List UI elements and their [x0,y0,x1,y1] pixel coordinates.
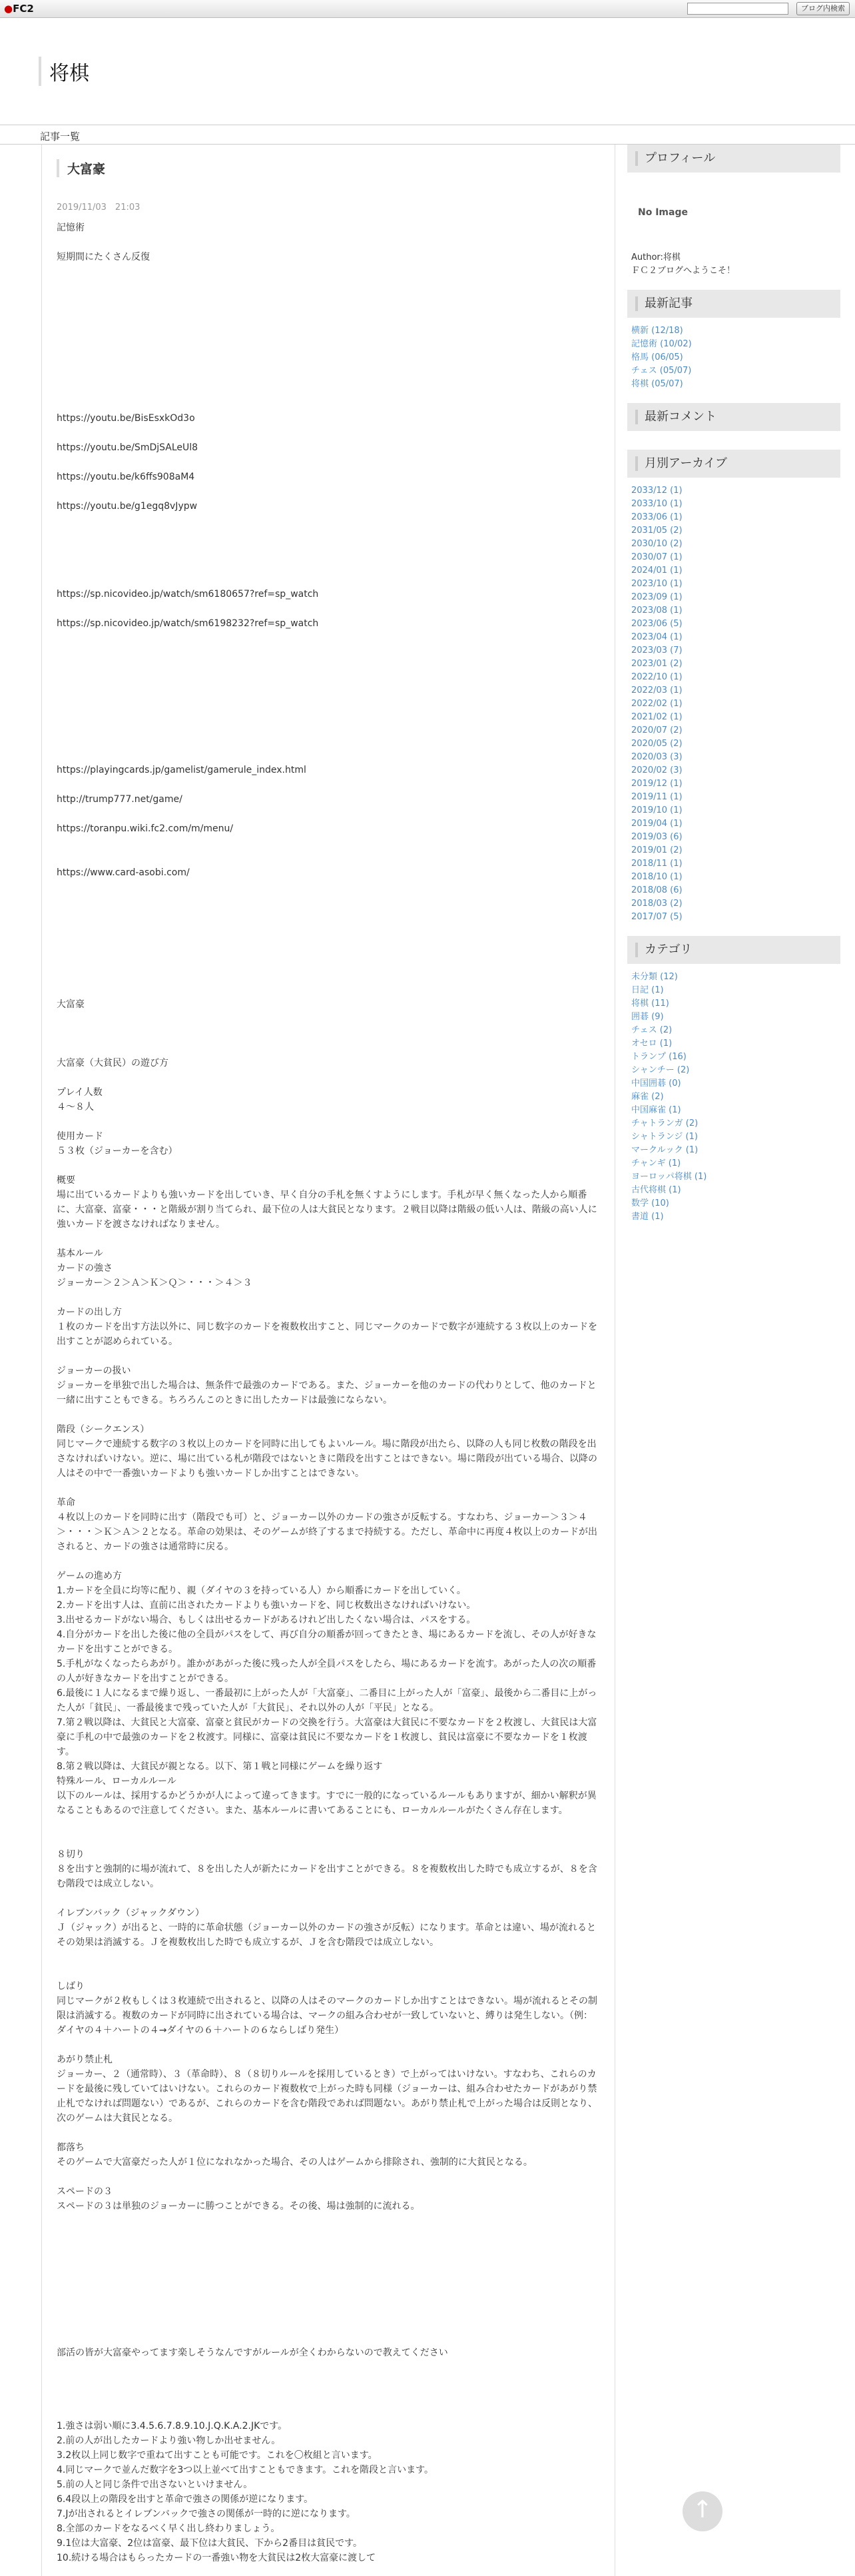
category-link[interactable]: 将棋 (11) [631,999,669,1009]
archive-link[interactable]: 2031/05 (2) [631,526,683,536]
archive-link[interactable]: 2019/01 (2) [631,845,683,855]
entry-text-line: 特殊ルール、ローカルルール [57,1776,176,1787]
entry-text-line [57,2038,601,2052]
entry-text-line [57,1481,601,1496]
entry-text-line [57,1232,601,1246]
entry-text-line: カードの出し方 [57,1307,122,1318]
entry-text-line [57,1818,601,1833]
entry-text-line: 1.強さは弱い順に3.4.5.6.7.8.9.10.J.Q.K.A.2.JKです。 [57,2421,288,2431]
entry-text-line: ４枚以上のカードを同時に出す（階段でも可）と、ジョーカー以外のカードの強さが反転する。すなわち、ジョーカー＞３＞４＞・・・＞Ｋ＞Ａ＞２となる。革命の効果は、そのゲームが終了するまで持続する。ただし、革命中に再度４枚以上のカードが出されると、カードの強さは通常時に戻る。 [57,1512,597,1552]
entry-text-line [57,2170,601,2184]
entry-text-line: 7.第２戦以降は、大貧民と大富豪、富豪と貧民がカードの交換を行う。大富豪は大貧民に不要なカードを２枚渡し、大貧民は大富豪に手札の中で最強のカードを２枚渡す。同様に、富豪は貧民に不要なカードを１枚渡し、貧民は富豪に不要なカードを１枚渡す。 [57,1717,597,1757]
main-column [41,145,615,2576]
blog-title[interactable]: 将棋 [39,57,89,86]
entry-text-line [57,1290,601,1305]
archive-link[interactable]: 2020/02 (3) [631,765,683,775]
fc2-logo-text: FC2 [13,3,34,15]
entry-text-line: 2.カードを出す人は、直前に出されたカードよりも強いカードを、同じ枚数出さなければいけない。 [57,1600,476,1611]
entry-text-line [57,924,601,939]
archive-link[interactable]: 2020/07 (2) [631,725,683,735]
entry-text-line [57,602,601,616]
category-link[interactable]: トランプ (16) [631,1052,687,1062]
fc2-logo-mark: ● [4,3,13,15]
entry-text-line: 3.2枚以上同じ数字で重ねて出すことも可能です。これを〇枚組と言います。 [57,2450,378,2461]
entry-link[interactable]: https://toranpu.wiki.fc2.com/m/menu/ [57,823,234,834]
entry-text-line: ジョーカー、２（通常時）、３（革命時）、８（８切りルールを採用しているとき）で上がってはいけない。すなわち、これらのカードを最後に残していてはいけない。これらのカード複数枚で上がった時も同様（ジョーカーは、組み合わせたカードがあがり禁止札でなければ問題ない）であるが、これらのカードを含む階段であれば問題ない。あがり禁止札で上がった場合は反則となり、次のゲームは大貧民となる。 [57,2069,597,2124]
entry-text-line [57,733,601,748]
entry-text-line [57,631,601,645]
entry-text-line [57,939,601,953]
entry-text-line [57,2126,601,2140]
entry-text-line: 場に出ているカードよりも強いカードを出していき、早く自分の手札を無くすようにします。手札が早く無くなった人から順番に、大富豪、富豪・・・と階級が割り当てられ、最下位の人は大貧民となります。２戦目以降は階級の低い人は、階級の高い人に強いカードを渡さなければなりません。 [57,1190,597,1230]
entry-text-line [57,543,601,558]
entry-text-line: ジョーカーの扱い [57,1366,131,1376]
entry-text-line [57,645,601,660]
entry-text-line: そのゲームで大富豪だった人が１位になれなかった場合、その人はゲームから排除され、強制的に大貧民となる。 [57,2157,533,2168]
entry-text-line: 階段（シークエンス） [57,1424,150,1435]
entry-text-line: ５３枚（ジョーカーを含む） [57,1146,178,1156]
entry-text-line: ジョーカーを単独で出した場合は、無条件で最強のカードである。また、ジョーカーを他のカードの代わりとして、他のカードと一緒に出すこともできる。ちろろんこのときに出したカードは最強にならない。 [57,1380,597,1406]
entry-text-line: ８切り [57,1849,85,1860]
entry-text-line [57,514,601,528]
entry-text-line [57,455,601,470]
category-link[interactable]: ヨーロッパ将棋 (1) [631,1172,707,1182]
archive-link[interactable]: 2018/08 (6) [631,885,683,895]
entry-text-line [57,2360,601,2375]
entry-text-line [57,1950,601,1964]
category-link[interactable]: 古代将棋 (1) [631,1185,681,1195]
entry-text-line [57,1964,601,1979]
archives-list [627,478,840,936]
entry-text-line: 5.手札がなくなったらあがり。誰かがあがった後に残った人が全員パスをしたら、場にあるカードを流す。あがった人の次の順番の人が好きなカードを出すことができる。 [57,1659,597,1684]
recent-post-link[interactable]: 将棋 (05/07) [631,379,683,389]
entry-date: 2019/11/03 21:03 [57,203,141,213]
category-link[interactable]: 書道 (1) [631,1212,664,1222]
entry-text-line: 6.4段以上の階段を出すと革命で強さの関係が逆になります。 [57,2494,314,2505]
entry-text-line: 1.カードを全員に均等に配り、親（ダイヤの３を持っている人）から順番にカードを出していく。 [57,1585,466,1596]
recent-post-link[interactable]: チェス (05/07) [631,366,692,376]
entry-text-line [57,2375,601,2389]
entry-text-line [57,1833,601,1847]
entry-text-line [57,2302,601,2316]
entry-text-line: 大富豪（大貧民）の遊び方 [57,1058,168,1069]
entry-text-line [57,264,601,279]
entry-text-line: カードの強さ [57,1263,113,1274]
category-link[interactable]: チャトランガ (2) [631,1118,699,1128]
fc2-toolbar [0,0,855,18]
entry-text-line: 都落ち [57,2142,85,2153]
entry-text-line [57,851,601,865]
category-link[interactable]: 中国麻雀 (1) [631,1105,681,1115]
entry-text-line: Ｊ（ジャック）が出ると、一時的に革命状態（ジョーカー以外のカードの強さが反転）になります。革命とは違い、場が流れるとその効果は消滅する。Ｊを複数枚出した時でも成立するが、Ｊを含む階段では成立しない。 [57,1923,597,1948]
archives-heading: 月別アーカイブ [627,450,840,478]
entry-text-line: 7.Jが出されるとイレブンバックで強さの関係が一時的に逆になります。 [57,2509,356,2519]
entry-text-line: 以下のルールは、採用するかどうかが人によって違ってきます。すでに一般的になっているルールもありますが、細かい解釈が異なることもあるので注意してください。また、基本ルールに書いてあることにも、ローカルルールがたくさん存在します。 [57,1791,597,1816]
blog-search-input[interactable] [687,3,788,15]
archive-link[interactable]: 2019/10 (1) [631,805,683,815]
entry-text-line [57,484,601,499]
category-link[interactable]: 麻雀 (2) [631,1092,664,1102]
archive-link[interactable]: 2018/03 (2) [631,899,683,909]
entry-text-line [57,909,601,924]
entry-link[interactable]: https://sp.nicovideo.jp/watch/sm6180657?ref=sp_watch [57,589,319,600]
entry-text-line [57,1027,601,1041]
blog-header [0,18,855,105]
archive-link[interactable]: 2023/09 (1) [631,592,683,602]
entry-text-line [57,660,601,675]
entry-text-line: 大富豪 [57,999,85,1010]
entry-text-line [57,426,601,440]
entry-text-line [57,1071,601,1085]
entry-text-line [57,2389,601,2404]
entry-text-line [57,1114,601,1129]
entry-text-line [57,308,601,323]
entry-text-line [57,2243,601,2258]
archive-link[interactable]: 2019/11 (1) [631,792,683,802]
archive-link[interactable]: 2033/12 (1) [631,486,683,496]
entry-text-line: あがり禁止札 [57,2054,113,2065]
archive-link[interactable]: 2018/11 (1) [631,859,683,869]
entry-text-line: 短期間にたくさん反復 [57,252,150,262]
entry-text-line [57,1554,601,1569]
entry-text-line [57,2228,601,2243]
entry-text-line: ８を出すと強制的に場が流れて、８を出した人が新たにカードを出すことができる。８を複数枚出した時でも成立するが、８を含む階段では成立しない。 [57,1864,597,1889]
category-link[interactable]: マークルック (1) [631,1145,699,1155]
entry-text-line [57,2272,601,2287]
entry-text-line: スペードの３は単独のジョーカーに勝つことができる。その後、場は強制的に流れる。 [57,2201,420,2212]
entry-text-line [57,2404,601,2419]
entry-text-line [57,1349,601,1364]
profile-avatar-placeholder: No Image [638,207,688,218]
recent-comments-heading: 最新コメント [627,403,840,431]
entry-text-line [57,968,601,983]
category-link[interactable]: シャトランジ (1) [631,1132,698,1142]
entry-text-line [57,1012,601,1027]
entry-text-line [57,2316,601,2331]
category-link[interactable]: 数学 (10) [631,1198,669,1208]
entry-text-line [57,2214,601,2228]
entry-text-line [57,1041,601,1056]
archive-link[interactable]: 2023/03 (7) [631,645,683,655]
archive-link[interactable]: 2020/05 (2) [631,739,683,749]
categories-list [627,964,840,1236]
entry-text-line [57,338,601,352]
entry-text-line: プレイ人数 [57,1087,103,1098]
categories-heading: カテゴリ [627,936,840,964]
archive-link[interactable]: 2019/12 (1) [631,779,683,789]
category-link[interactable]: 囲碁 (9) [631,1012,664,1022]
entry-text-line [57,235,601,250]
profile-body [627,173,840,290]
entry-text-line [57,675,601,689]
archive-link[interactable]: 2021/02 (1) [631,712,683,722]
archive-link[interactable]: 2023/10 (1) [631,579,683,589]
entry-text-line: 5.前の人と同じ条件で出さないといけません。 [57,2479,253,2490]
archive-link[interactable]: 2022/10 (1) [631,672,683,682]
entry-text-line: 基本ルール [57,1248,103,1259]
nav-item-entry-list[interactable]: 記事一覧 [40,131,81,143]
entry-text-line [57,352,601,367]
recent-posts-list [627,318,840,403]
profile-message: ＦＣ２ブログへようこそ！ [631,266,736,276]
fc2-logo[interactable] [4,3,34,15]
archive-link[interactable]: 2023/04 (1) [631,632,683,642]
category-link[interactable]: 日記 (1) [631,985,664,995]
entry-text-line [57,748,601,763]
entry-text-line: 同じマークで連続する数字の３枚以上のカードを同時に出してもよいルール。場に階段が出たら、以降の人も同じ枚数の階段を出さなければいけない。逆に、場に出ている札が階段ではないときに階段を出すことはできない。場に階段が出ている場合、以降の人はその中で一番強いカードよりも強いカードしか出すことはできない。 [57,1439,597,1479]
entry-link[interactable]: https://youtu.be/BisEsxkOd3o [57,413,195,424]
archive-link[interactable]: 2022/03 (1) [631,685,683,695]
article [57,159,601,2565]
profile-author: Author:将棋 [631,252,681,262]
entry-text-line [57,953,601,968]
entry-text-line [57,279,601,294]
archive-link[interactable]: 2019/04 (1) [631,819,683,829]
entry-text-line: 4.同じマークで並んだ数字を3つ以上並べて出すこともできます。これを階段と言います。 [57,2465,434,2475]
entry-text-line: ４〜８人 [57,1102,94,1112]
entry-text-line [57,1158,601,1173]
category-link[interactable]: チャンギ (1) [631,1158,681,1168]
entry-text-line: 9.1位は大富豪、2位は富豪、最下位は大貧民、下から2番目は貧民です。 [57,2538,362,2549]
category-link[interactable]: 中国囲碁 (0) [631,1078,681,1088]
entry-link[interactable]: https://www.card-asobi.com/ [57,867,190,878]
entry-text-line: 革命 [57,1498,75,1508]
entry-text-line [57,323,601,338]
entry-text-line [57,704,601,719]
scroll-top-icon[interactable]: ↑ [683,2491,722,2531]
archive-link[interactable]: 2022/02 (1) [631,699,683,709]
entry-text-line: イレブンバック（ジャックダウン） [57,1908,204,1919]
sidebar [627,145,840,1236]
entry-text-line [57,396,601,411]
entry-text-line [57,367,601,382]
entry-text-line: 8.全部のカードをなるべく早く出し終わりましょう。 [57,2523,280,2534]
entry-text-line [57,2258,601,2272]
entry-text-line [57,2287,601,2302]
entry-link[interactable]: https://playingcards.jp/gamelist/gamerule_index.html [57,765,306,775]
blog-search-button[interactable]: ブログ内検索 [796,2,850,15]
archive-link[interactable]: 2023/08 (1) [631,606,683,616]
entry-text-line: 概要 [57,1175,75,1186]
category-link[interactable]: オセロ (1) [631,1039,673,1049]
entry-text-line [57,294,601,308]
entry-text-line: スペードの３ [57,2186,113,2197]
entry-text-line [57,1891,601,1906]
archive-link[interactable]: 2033/06 (1) [631,512,683,522]
entry-text-line: 4.自分がカードを出した後に他の全員がパスをして、再び自分の順番が回ってきたとき、場にあるカードを流し、その人が好きなカードを出すことができる。 [57,1629,597,1655]
entry-text-line [57,880,601,895]
entry-text-line [57,528,601,543]
nav-bar [0,125,855,145]
entry-text-line: 部活の皆が大富豪やってます楽しそうなんですがルールが全くわからないので教えてください [57,2348,448,2358]
entry-text-line: 6.最後に１人になるまで繰り返し、一番最初に上がった人が「大富豪」、二番目に上がった人が「富豪」、最後から二番目に上がった人が「貧民」、一番最後まで残っていた人が「大貧民」、それ以外の人が「平民」となる。 [57,1688,597,1713]
entry-text-line: ゲームの進め方 [57,1571,122,1581]
entry-body [57,220,601,2565]
entry-text-line: 10.続ける場合はもらったカードの一番強い物を大貧民は2枚大富豪に渡して [57,2553,376,2563]
entry-link[interactable]: https://youtu.be/g1egq8vJypw [57,501,198,512]
recent-comments-list [627,431,840,450]
entry-text-line [57,1408,601,1422]
archive-link[interactable]: 2030/10 (2) [631,539,683,549]
entry-text-line [57,689,601,704]
recent-post-link[interactable]: 格馬 (06/05) [631,352,683,362]
archive-link[interactable]: 2030/07 (1) [631,552,683,562]
archive-link[interactable]: 2023/01 (2) [631,659,683,669]
entry-text-line [57,382,601,396]
recent-posts-heading: 最新記事 [627,290,840,318]
archive-link[interactable]: 2020/03 (3) [631,752,683,762]
entry-text-line [57,719,601,733]
entry-text-line [57,558,601,572]
recent-post-link[interactable]: 記憶術 (10/02) [631,339,692,349]
entry-title[interactable]: 大富豪 [57,159,601,177]
archive-link[interactable]: 2024/01 (1) [631,566,683,576]
entry-text-line [57,895,601,909]
entry-text-line [57,572,601,587]
archive-link[interactable]: 2019/03 (6) [631,832,683,842]
archive-link[interactable]: 2033/10 (1) [631,499,683,509]
entry-text-line: 記憶術 [57,222,85,233]
entry-text-line: しばり [57,1981,85,1992]
entry-text-line [57,983,601,997]
archive-link[interactable]: 2017/07 (5) [631,912,683,922]
category-link[interactable]: シャンチー (2) [631,1065,690,1075]
entry-link[interactable]: https://youtu.be/SmDjSALeUl8 [57,442,198,453]
entry-text-line: 使用カード [57,1131,103,1142]
archive-link[interactable]: 2018/10 (1) [631,872,683,882]
entry-text-line: １枚のカードを出す方法以外に、同じ数字のカードを複数枚出すこと、同じマークのカードで数字が連続する３枚以上のカードを出すことが認められている。 [57,1322,597,1347]
entry-link[interactable]: https://youtu.be/k6ffs908aM4 [57,472,195,482]
entry-text-line [57,2331,601,2346]
entry-text-line [57,777,601,792]
entry-link[interactable]: http://trump777.net/game/ [57,794,182,805]
entry-text-line: 8.第２戦以降は、大貧民が親となる。以下、第１戦と同様にゲームを繰り返す [57,1761,383,1772]
entry-text-line [57,807,601,821]
category-link[interactable]: 未分類 (12) [631,972,678,982]
entry-text-line: 同じマークが２枚もしくは３枚連続で出されると、以降の人はそのマークのカードしか出すことはできない。場が流れるとその制限は消滅する。複数のカードが同時に出されている場合は、マークの組み合わせが一致していないと、縛りは発生しない。（例：ダイヤの４＋ハートの４→ダイヤの６＋ハートの６ならしばり発生） [57,1996,597,2036]
entry-text-line: 2.前の人が出したカードより強い物しか出せません。 [57,2435,281,2446]
profile-heading: プロフィール [627,145,840,173]
entry-text-line: ジョーカー＞２＞Ａ＞Ｋ＞Ｑ＞・・・＞４＞３ [57,1278,252,1288]
entry-text-line [57,836,601,851]
entry-link[interactable]: https://sp.nicovideo.jp/watch/sm6198232?ref=sp_watch [57,618,319,629]
category-link[interactable]: チェス (2) [631,1025,673,1035]
archive-link[interactable]: 2023/06 (5) [631,619,683,629]
recent-post-link[interactable]: 横新 (12/18) [631,326,683,336]
entry-text-line: 3.出せるカードがない場合、もしくは出せるカードがあるけれど出したくない場合は、パスをする。 [57,1615,476,1625]
